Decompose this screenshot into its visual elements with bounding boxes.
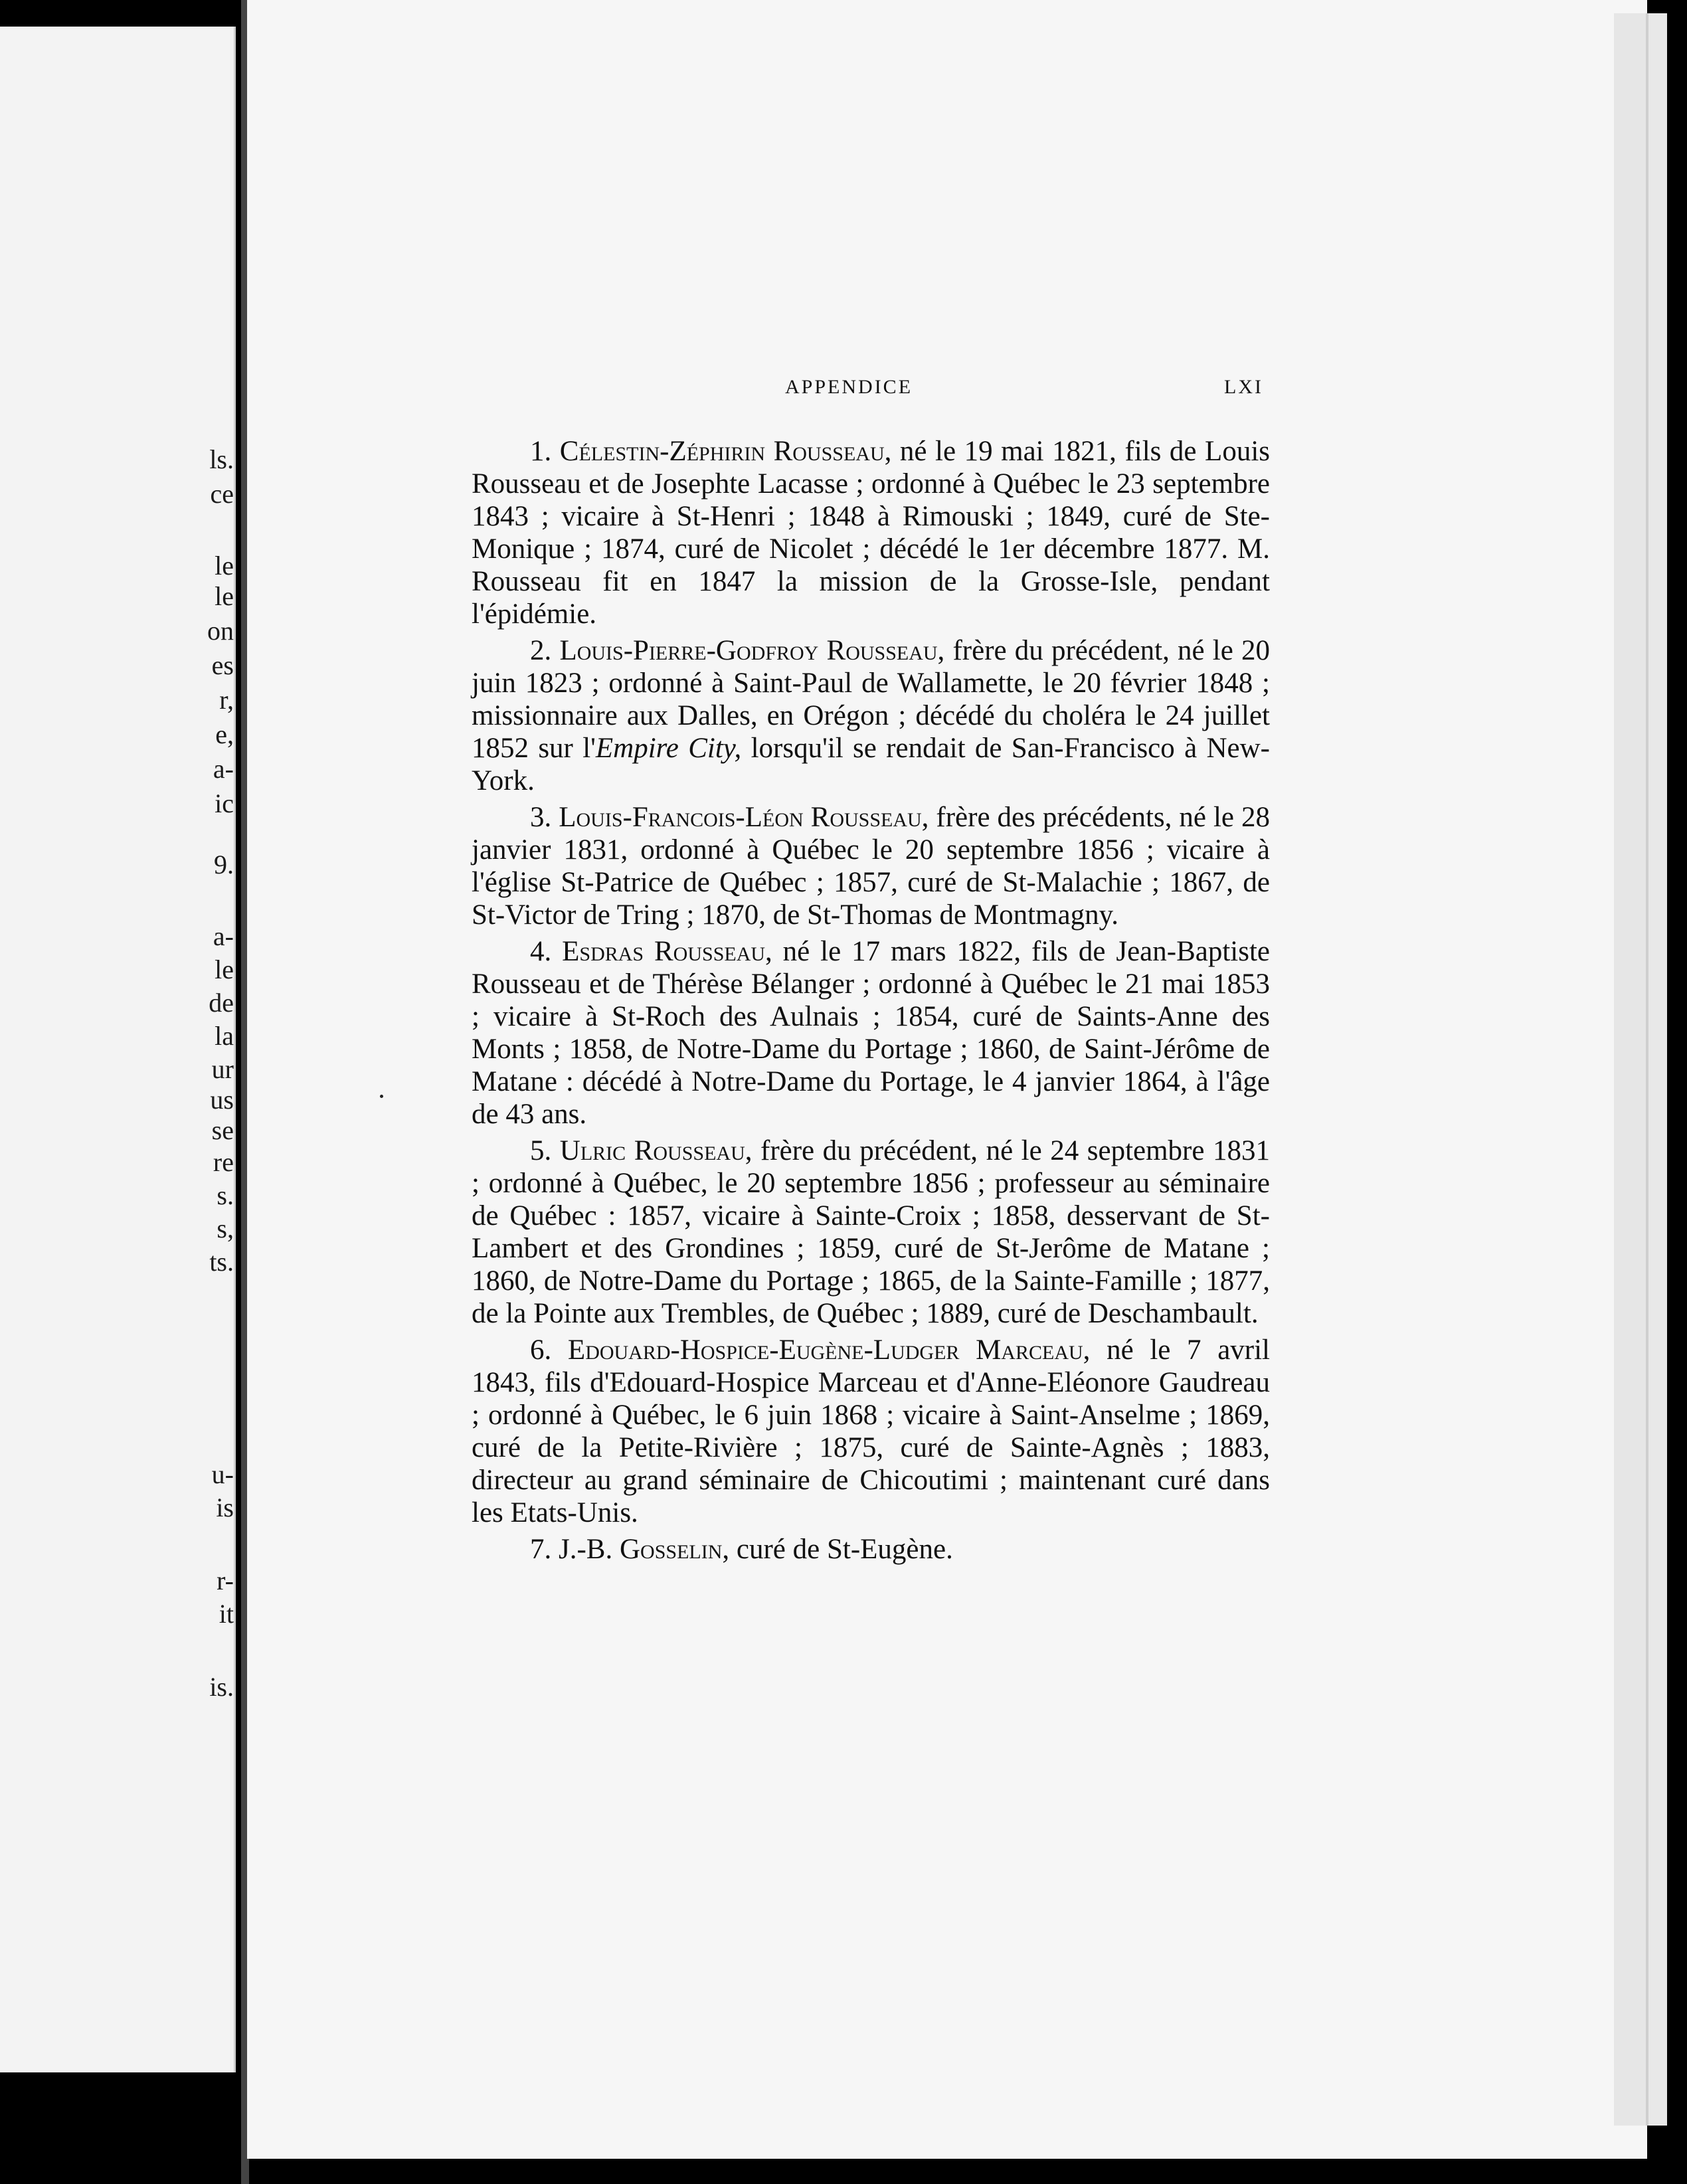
entry-text-continued: lorsqu'il se rendait de San-Francisco à New-York. [472,733,1270,796]
left-page-line-fragment: it [219,1599,234,1629]
entry-text: né le 7 avril 1843, fils d'Edouard-Hospice Marceau et d'Anne-Eléonore Gaudreau ; ordonné à Québec, le 6 juin 1868 ; vicaire à Saint-Anselme ; 1869, curé de la Petite-Rivière ; 1875, curé de Sainte-Agnès ; 1883, directeur au grand séminaire de Chicoutimi ; maintenant curé dans les Etats-Unis. [472,1334,1270,1528]
left-page-line-fragment: e, [215,719,234,749]
entry-text: frère du précédent, né le 20 juin 1823 ; ordonné à Saint-Paul de Wallamette, le 20 février 1848 ; missionnaire aux Dalles, en Orégon ; décédé du choléra le 24 juillet 1852 sur l' [472,635,1270,764]
entry-7 [472,1533,1270,1566]
entry-name: J.-B. Gosselin, [559,1534,730,1565]
entry-text: frère des précédents, né le 28 janvier 1831, ordonné à Québec le 20 septembre 1856 ; vicaire à l'église St-Patrice de Québec ; 1857, curé de St-Malachie ; 1867, de St-Victor de Tring ; 1870, de St-Thomas de Montmagny. [472,802,1270,931]
left-page-line-fragment: le [215,551,234,581]
entry-1 [472,435,1270,630]
entry-italic: Empire City, [595,733,742,764]
left-page-line-fragment: ur [211,1054,234,1084]
entry-number: 6. [530,1334,552,1366]
page-stack-edge [1614,13,1667,2126]
entry-5 [472,1135,1270,1330]
left-page-line-fragment: a- [213,754,234,784]
entry-number: 7. [530,1534,552,1565]
left-page-line-fragment: re [213,1147,234,1177]
left-page-line-fragment: u- [211,1459,234,1489]
left-page-line-fragment: 9. [214,850,234,879]
entry-name: Ulric Rousseau, [559,1135,753,1166]
appendix-text [472,435,1270,1570]
left-page-line-fragment: s. [217,1180,234,1210]
print-speck [380,1095,383,1098]
left-page-line-fragment: s, [217,1214,234,1243]
entry-6 [472,1334,1270,1529]
left-page-line-fragment: is [216,1493,234,1522]
left-page-line-fragment: ts. [209,1247,234,1277]
entry-number: 5. [530,1135,552,1166]
left-page-line-fragment: le [215,955,234,984]
running-header-title: APPENDICE [785,376,913,398]
left-page-line-fragment: se [211,1115,234,1145]
left-page-line-fragment: le [215,581,234,611]
left-page-line-fragment: r, [219,685,234,715]
entry-text: frère du précédent, né le 24 septembre 1831 ; ordonné à Québec, le 20 septembre 1856 ; professeur au séminaire de Québec : 1857, vicaire à Sainte-Croix ; 1858, desservant de St-Lambert et des Grondines ; 1859, curé de St-Jerôme de Matane ; 1860, de Notre-Dame du Portage ; 1865, de la Sainte-Famille ; 1877, de la Pointe aux Trembles, de Québec ; 1889, curé de Deschambault. [472,1135,1270,1329]
entry-3 [472,801,1270,931]
entry-4 [472,935,1270,1131]
entry-name: Edouard-Hospice-Eugène-Ludger Marceau, [567,1334,1091,1366]
left-page [0,27,236,2072]
left-page-line-fragment: on [207,616,234,646]
entry-number: 1. [530,436,552,467]
left-page-line-fragment: de [209,988,234,1018]
left-page-line-fragment: a- [213,921,234,951]
entry-name: Esdras Rousseau, [562,936,772,967]
entry-2 [472,634,1270,797]
left-page-line-fragment: ce [210,479,234,509]
entry-text: né le 19 mai 1821, fils de Louis Rousseau et de Josephte Lacasse ; ordonné à Québec le 23 septembre 1843 ; vicaire à St-Henri ; 1848 à Rimouski ; 1849, curé de Ste-Monique ; 1874, curé de Nicolet ; décédé le 1er décembre 1877. M. Rousseau fit en 1847 la mission de la Grosse-Isle, pendant l'épidémie. [472,436,1270,630]
left-page-line-fragment: ls. [209,444,234,474]
left-page-line-fragment: us [210,1085,234,1115]
left-page-line-fragment: r- [217,1566,234,1595]
entry-name: Louis-Pierre-Godfroy Rousseau, [559,635,945,666]
left-page-line-fragment: ic [215,788,234,818]
entry-number: 2. [530,635,552,666]
left-page-line-fragment: is. [209,1672,234,1702]
page-number: LXI [1224,376,1263,398]
entry-number: 4. [530,936,552,967]
entry-text: curé de St-Eugène. [729,1534,953,1565]
entry-name: Louis-Francois-Léon Rousseau, [559,802,929,833]
entry-number: 3. [530,802,552,833]
entry-name: Célestin-Zéphirin Rousseau, [559,436,892,467]
left-page-line-fragment: la [215,1021,234,1051]
left-page-line-fragment: es [211,650,234,680]
entry-text: né le 17 mars 1822, fils de Jean-Baptiste Rousseau et de Thérèse Bélanger ; ordonné à Québec le 21 mai 1853 ; vicaire à St-Roch des Aulnais ; 1854, curé de Saints-Anne des Monts ; 1858, de Notre-Dame du Portage ; 1860, de Saint-Jérôme de Matane : décédé à Notre-Dame du Portage, le 4 janvier 1864, à l'âge de 43 ans. [472,936,1271,1130]
